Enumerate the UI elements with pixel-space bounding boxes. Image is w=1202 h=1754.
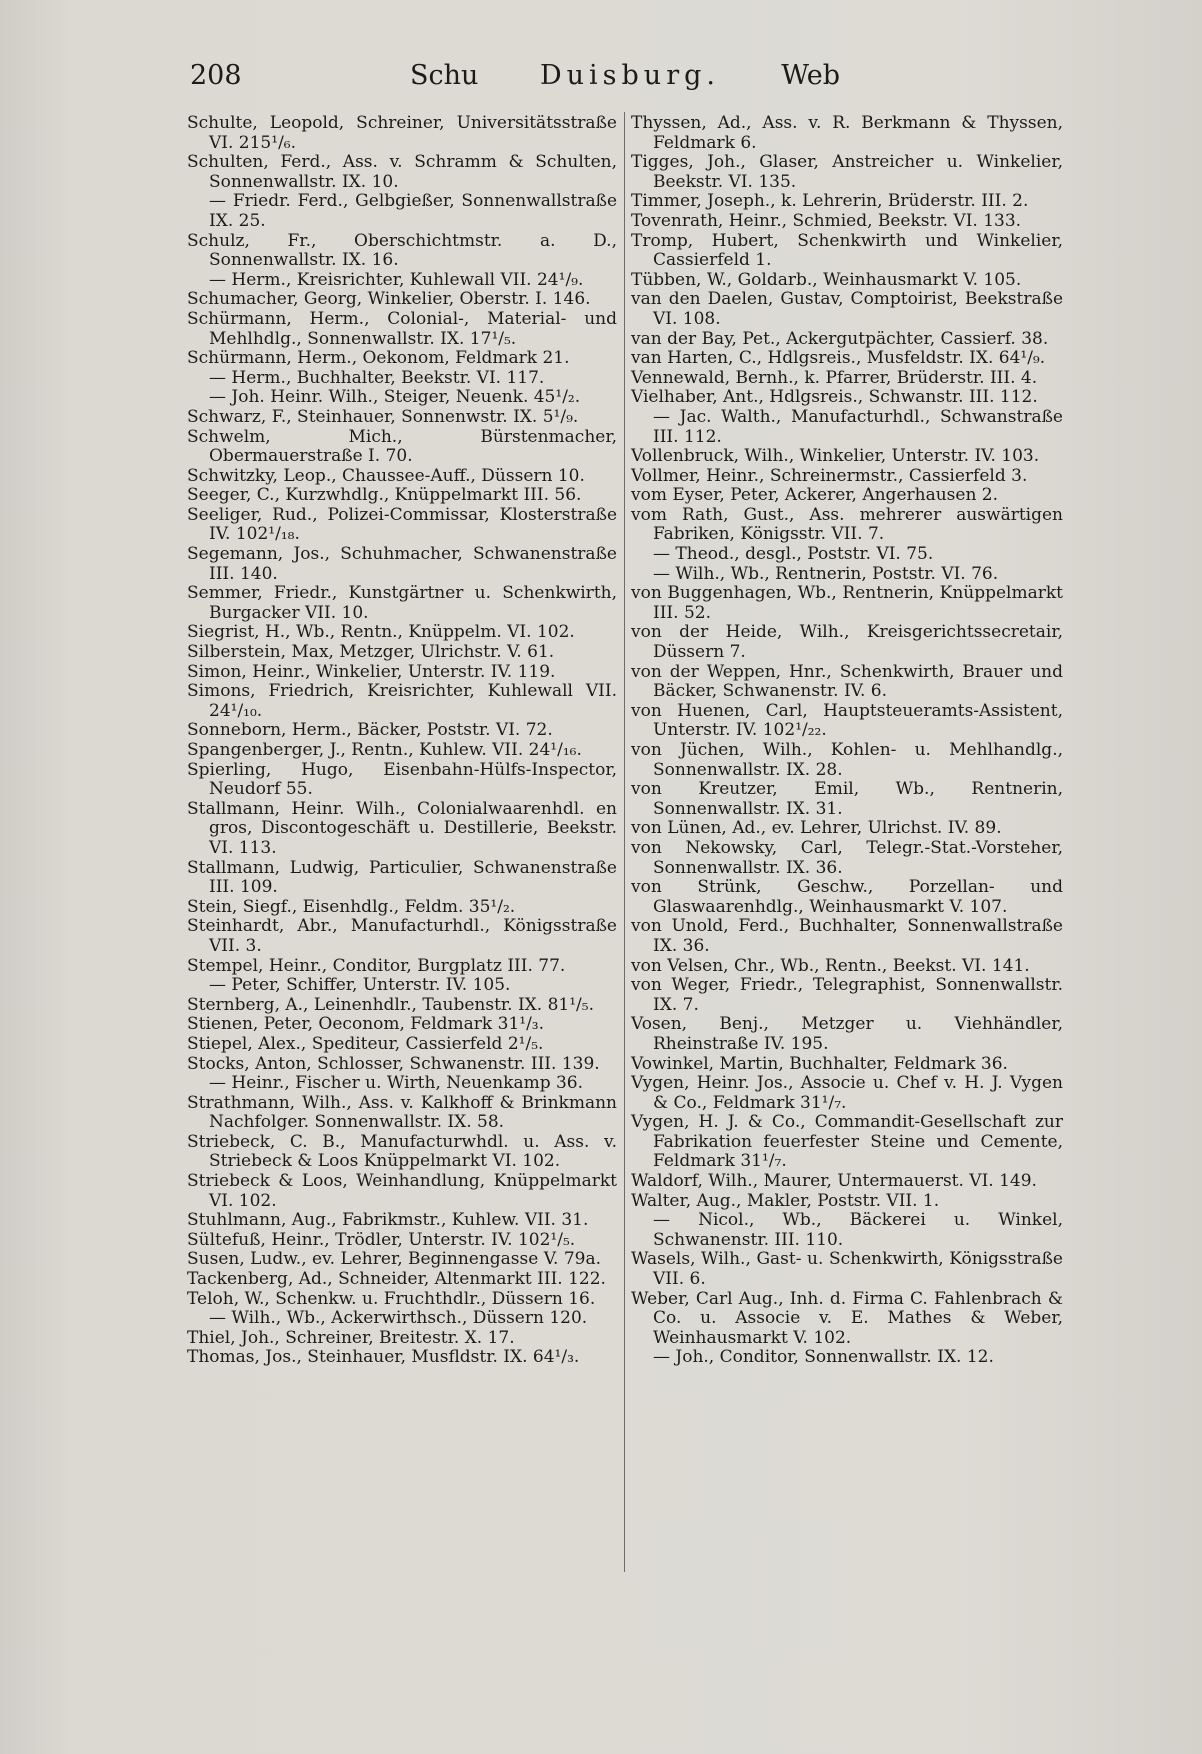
directory-entry: Schumacher, Georg, Winkelier, Oberstr. I. 146. bbox=[187, 289, 591, 310]
directory-entry: von Unold, Ferd., Buchhalter, Sonnenwallstraße IX. 36. bbox=[631, 916, 1063, 956]
directory-entry: — Joh., Conditor, Sonnenwallstr. IX. 12. bbox=[631, 1348, 1063, 1368]
directory-entry: Steinhardt, Abr., Manufacturhdl., Königsstraße VII. 3. bbox=[187, 916, 617, 956]
directory-entry: von Buggenhagen, Wb., Rentnerin, Knüppelmarkt III. 52. bbox=[631, 583, 1063, 623]
directory-entry: Timmer, Joseph., k. Lehrerin, Brüderstr. III. 2. bbox=[631, 191, 1029, 212]
directory-entry: von der Heide, Wilh., Kreisgerichtssecretair, Düssern 7. bbox=[631, 622, 1063, 663]
directory-entry: Weber, Carl Aug., Inh. d. Firma C. Fahlenbrach & Co. u. Associe v. E. Mathes & Weber, Weinhausmarkt V. 102. bbox=[631, 1288, 1063, 1348]
directory-entry: Wasels, Wilh., Gast- u. Schenkwirth, Königsstraße VII. 6. bbox=[631, 1249, 1063, 1290]
directory-entry: Thyssen, Ad., Ass. v. R. Berkmann & Thyssen, Feldmark 6. bbox=[631, 113, 1063, 153]
directory-entry: Thiel, Joh., Schreiner, Breitestr. X. 17. bbox=[187, 1327, 515, 1348]
directory-entry: Sonneborn, Herm., Bäcker, Poststr. VI. 72. bbox=[187, 720, 553, 741]
directory-entry: Semmer, Friedr., Kunstgärtner u. Schenkwirth, Burgacker VII. 10. bbox=[187, 583, 617, 623]
right-column bbox=[631, 114, 1063, 1368]
directory-entry: — Jac. Walth., Manufacturhdl., Schwanstraße III. 112. bbox=[631, 408, 1063, 447]
directory-entry: Vollenbruck, Wilh., Winkelier, Unterstr. IV. 103. bbox=[631, 446, 1040, 467]
directory-entry: Schulz, Fr., Oberschichtmstr. a. D., Sonnenwallstr. IX. 16. bbox=[187, 230, 617, 271]
directory-entry: — Wilh., Wb., Ackerwirthsch., Düssern 120. bbox=[187, 1309, 617, 1329]
directory-entry: Vielhaber, Ant., Hdlgsreis., Schwanstr. III. 112. bbox=[631, 387, 1038, 408]
left-column bbox=[187, 114, 617, 1368]
directory-entry: Spangenberger, J., Rentn., Kuhlew. VII. 24¹/₁₆. bbox=[187, 740, 582, 760]
directory-entry: Vollmer, Heinr., Schreinermstr., Cassierfeld 3. bbox=[631, 465, 1028, 486]
directory-entry: van der Bay, Pet., Ackergutpächter, Cassierf. 38. bbox=[631, 328, 1049, 349]
directory-entry: Seeliger, Rud., Polizei-Commissar, Klosterstraße IV. 102¹/₁₈. bbox=[187, 504, 617, 545]
directory-entry: — Wilh., Wb., Rentnerin, Poststr. VI. 76. bbox=[631, 565, 1063, 585]
directory-entry: von Weger, Friedr., Telegraphist, Sonnenwallstr. IX. 7. bbox=[631, 975, 1063, 1015]
directory-entry: von Velsen, Chr., Wb., Rentn., Beekst. VI. 141. bbox=[631, 955, 1030, 976]
directory-entry: Schürmann, Herm., Colonial-, Material- und Mehlhdlg., Sonnenwallstr. IX. 17¹/₅. bbox=[187, 308, 617, 349]
city-title: Duisburg. bbox=[540, 60, 720, 91]
directory-entry: — Friedr. Ferd., Gelbgießer, Sonnenwallstraße IX. 25. bbox=[187, 192, 617, 231]
directory-entry: Vowinkel, Martin, Buchhalter, Feldmark 36. bbox=[631, 1053, 1008, 1074]
directory-entry: — Peter, Schiffer, Unterstr. IV. 105. bbox=[187, 976, 617, 996]
directory-entry: Simons, Friedrich, Kreisrichter, Kuhlewall VII. 24¹/₁₀. bbox=[187, 681, 617, 721]
directory-entry: Tovenrath, Heinr., Schmied, Beekstr. VI. 133. bbox=[631, 210, 1022, 231]
directory-entry: von Kreutzer, Emil, Wb., Rentnerin, Sonnenwallstr. IX. 31. bbox=[631, 779, 1063, 819]
directory-entry: vom Eyser, Peter, Ackerer, Angerhausen 2. bbox=[631, 485, 999, 506]
directory-entry: Stallmann, Ludwig, Particulier, Schwanenstraße III. 109. bbox=[187, 857, 617, 898]
directory-entry: Simon, Heinr., Winkelier, Unterstr. IV. 119. bbox=[187, 661, 556, 682]
directory-entry: — Herm., Buchhalter, Beekstr. VI. 117. bbox=[187, 369, 617, 389]
directory-entry: Walter, Aug., Makler, Poststr. VII. 1. bbox=[631, 1190, 940, 1211]
directory-entry: Striebeck & Loos, Weinhandlung, Knüppelmarkt VI. 102. bbox=[187, 1171, 617, 1211]
directory-entry: Sültefuß, Heinr., Trödler, Unterstr. IV. 102¹/₅. bbox=[187, 1229, 576, 1250]
directory-entry: von Strünk, Geschw., Porzellan- und Glaswaarenhdlg., Weinhausmarkt V. 107. bbox=[631, 877, 1063, 917]
directory-entry: Vennewald, Bernh., k. Pfarrer, Brüderstr. III. 4. bbox=[631, 367, 1038, 388]
directory-entry: Schulten, Ferd., Ass. v. Schramm & Schulten, Sonnenwallstr. IX. 10. bbox=[187, 152, 617, 192]
directory-entry: Spierling, Hugo, Eisenbahn-Hülfs-Inspector, Neudorf 55. bbox=[187, 759, 617, 800]
directory-entry: Teloh, W., Schenkw. u. Fruchthdlr., Düssern 16. bbox=[187, 1288, 596, 1309]
directory-entry: Vygen, Heinr. Jos., Associe u. Chef v. H. J. Vygen & Co., Feldmark 31¹/₇. bbox=[631, 1073, 1063, 1113]
directory-entry: Stallmann, Heinr. Wilh., Colonialwaarenhdl. en gros, Discontogeschäft u. Destillerie, Beekstr. VI. 113. bbox=[187, 798, 617, 858]
directory-entry: Stienen, Peter, Oeconom, Feldmark 31¹/₃. bbox=[187, 1014, 545, 1035]
directory-entry: Thomas, Jos., Steinhauer, Musfldstr. IX. 64¹/₃. bbox=[187, 1347, 580, 1368]
directory-entry: — Herm., Kreisrichter, Kuhlewall VII. 24¹/₉. bbox=[187, 271, 617, 291]
directory-entry: Tübben, W., Goldarb., Weinhausmarkt V. 105. bbox=[631, 269, 1022, 290]
directory-entry: Stempel, Heinr., Conditor, Burgplatz III. 77. bbox=[187, 955, 566, 976]
directory-entry: Stiepel, Alex., Spediteur, Cassierfeld 2¹/₅. bbox=[187, 1033, 544, 1054]
directory-entry: Sternberg, A., Leinenhdlr., Taubenstr. IX. 81¹/₅. bbox=[187, 994, 594, 1015]
directory-entry: Schulte, Leopold, Schreiner, Universitätsstraße VI. 215¹/₆. bbox=[187, 113, 617, 153]
directory-entry: Vosen, Benj., Metzger u. Viehhändler, Rheinstraße IV. 195. bbox=[631, 1014, 1063, 1054]
directory-entry: Stuhlmann, Aug., Fabrikmstr., Kuhlew. VII. 31. bbox=[187, 1210, 589, 1231]
column-divider bbox=[624, 112, 625, 1572]
directory-entry: von Nekowsky, Carl, Telegr.-Stat.-Vorsteher, Sonnenwallstr. IX. 36. bbox=[631, 837, 1063, 878]
directory-entry: Schwelm, Mich., Bürstenmacher, Obermauerstraße I. 70. bbox=[187, 426, 617, 467]
directory-entry: van den Daelen, Gustav, Comptoirist, Beekstraße VI. 108. bbox=[631, 289, 1063, 329]
right-catchword: Web bbox=[781, 60, 840, 91]
directory-entry: Seeger, C., Kurzwhdlg., Knüppelmarkt III. 56. bbox=[187, 485, 582, 506]
directory-entry: — Heinr., Fischer u. Wirth, Neuenkamp 36. bbox=[187, 1074, 617, 1094]
left-catchword: Schu bbox=[410, 60, 479, 91]
directory-entry: Strathmann, Wilh., Ass. v. Kalkhoff & Brinkmann Nachfolger. Sonnenwallstr. IX. 58. bbox=[187, 1092, 617, 1133]
directory-entry: Schwarz, F., Steinhauer, Sonnenwstr. IX. 5¹/₉. bbox=[187, 406, 579, 427]
directory-entry: Schürmann, Herm., Oekonom, Feldmark 21. bbox=[187, 348, 570, 369]
directory-entry: — Theod., desgl., Poststr. VI. 75. bbox=[631, 545, 1063, 565]
directory-entry: von Jüchen, Wilh., Kohlen- u. Mehlhandlg., Sonnenwallstr. IX. 28. bbox=[631, 740, 1063, 780]
directory-entry: — Joh. Heinr. Wilh., Steiger, Neuenk. 45¹/₂. bbox=[187, 388, 617, 408]
directory-entry: Tromp, Hubert, Schenkwirth und Winkelier, Cassierfeld 1. bbox=[631, 230, 1063, 271]
directory-entry: Tigges, Joh., Glaser, Anstreicher u. Winkelier, Beekstr. VI. 135. bbox=[631, 152, 1063, 192]
directory-entry: Siegrist, H., Wb., Rentn., Knüppelm. VI. 102. bbox=[187, 622, 575, 643]
directory-entry: — Nicol., Wb., Bäckerei u. Winkel, Schwanenstr. III. 110. bbox=[631, 1211, 1063, 1250]
directory-entry: Waldorf, Wilh., Maurer, Untermauerst. VI. 149. bbox=[631, 1171, 1037, 1192]
directory-entry: Tackenberg, Ad., Schneider, Altenmarkt III. 122. bbox=[187, 1269, 606, 1290]
directory-entry: von Huenen, Carl, Hauptsteueramts-Assistent, Unterstr. IV. 102¹/₂₂. bbox=[631, 700, 1063, 741]
directory-entry: Striebeck, C. B., Manufacturwhdl. u. Ass. v. Striebeck & Loos Knüppelmarkt VI. 102. bbox=[187, 1131, 617, 1172]
directory-entry: Stocks, Anton, Schlosser, Schwanenstr. III. 139. bbox=[187, 1053, 600, 1074]
directory-entry: Schwitzky, Leop., Chaussee-Auff., Düssern 10. bbox=[187, 465, 585, 486]
directory-entry: Stein, Siegf., Eisenhdlg., Feldm. 35¹/₂. bbox=[187, 896, 516, 917]
directory-entry: von Lünen, Ad., ev. Lehrer, Ulrichst. IV. 89. bbox=[631, 818, 1002, 839]
directory-entry: von der Weppen, Hnr., Schenkwirth, Brauer und Bäcker, Schwanenstr. IV. 6. bbox=[631, 661, 1063, 702]
page-header bbox=[190, 60, 840, 100]
directory-entry: Silberstein, Max, Metzger, Ulrichstr. V. 61. bbox=[187, 642, 555, 663]
page-number: 208 bbox=[190, 60, 242, 91]
directory-entry: vom Rath, Gust., Ass. mehrerer auswärtigen Fabriken, Königsstr. VII. 7. bbox=[631, 504, 1063, 545]
directory-entry: Vygen, H. J. & Co., Commandit-Gesellschaft zur Fabrikation feuerfester Steine und Cemente, Feldmark 31¹/₇. bbox=[631, 1112, 1063, 1172]
directory-entry: van Harten, C., Hdlgsreis., Musfeldstr. IX. 64¹/₉. bbox=[631, 348, 1046, 369]
directory-entry: Segemann, Jos., Schuhmacher, Schwanenstraße III. 140. bbox=[187, 544, 617, 584]
directory-entry: Susen, Ludw., ev. Lehrer, Beginnengasse V. 79a. bbox=[187, 1249, 602, 1270]
